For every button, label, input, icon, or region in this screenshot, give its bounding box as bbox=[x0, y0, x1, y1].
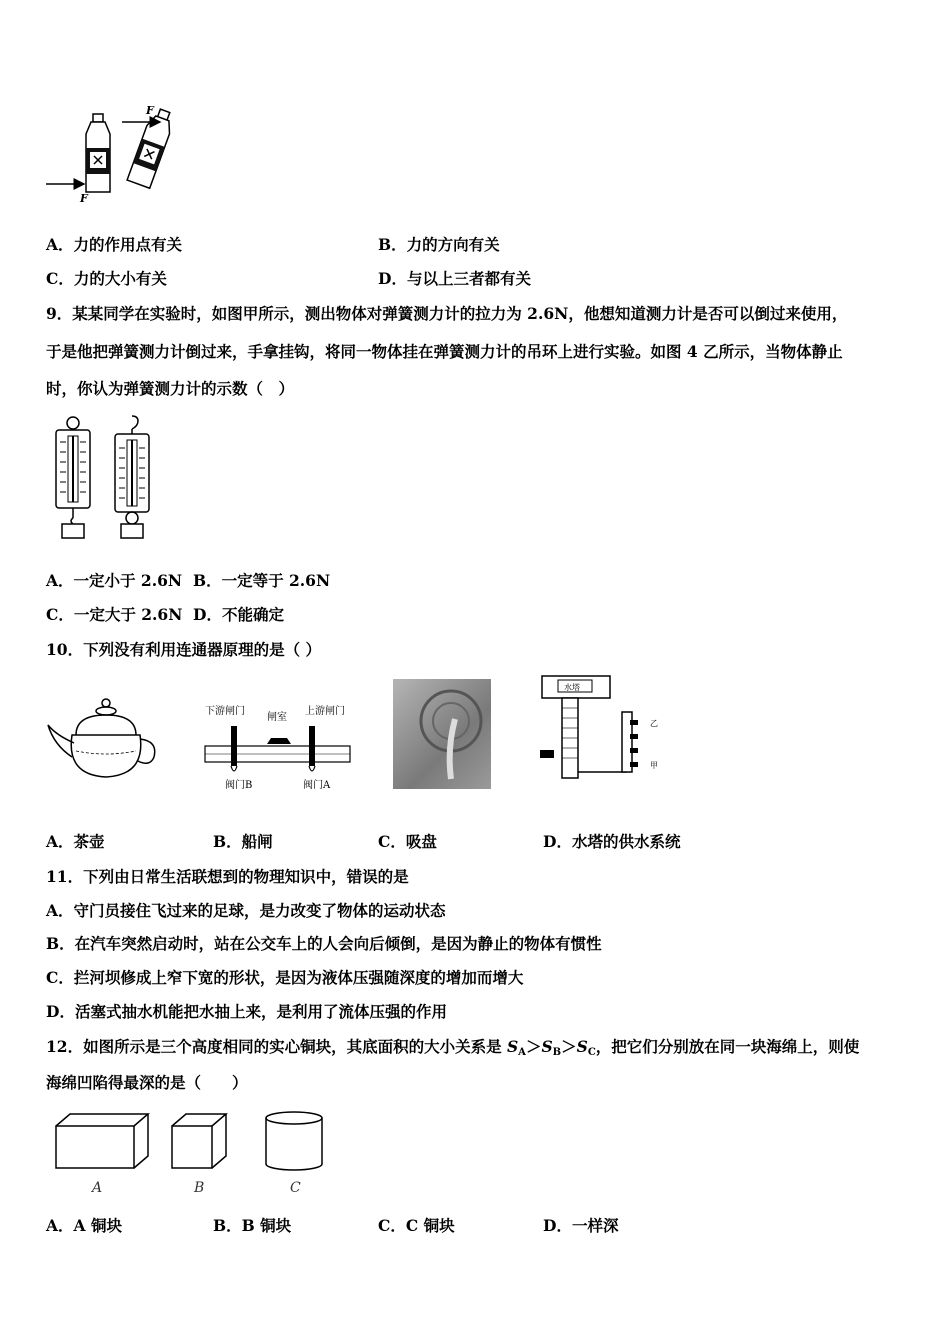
q12-stem-line1 bbox=[46, 1037, 859, 1063]
q10-option-a: A．茶壶 bbox=[46, 832, 105, 851]
q12-option-b: B．B 铜块 bbox=[213, 1216, 292, 1235]
tower-label: 水塔 bbox=[564, 683, 580, 692]
q10-option-c: C．吸盘 bbox=[378, 832, 437, 851]
s-c: S bbox=[576, 1037, 588, 1056]
q9-stem-line2: 于是他把弹簧测力计倒过来，手拿挂钩，将同一物体挂在弹簧测力计的吊环上进行实验。如图 4 乙所示，当物体静止 bbox=[46, 342, 843, 361]
q12-option-c: C．C 铜块 bbox=[378, 1216, 455, 1235]
block-a bbox=[56, 1114, 148, 1168]
spring-scale-1 bbox=[56, 417, 90, 538]
tilted-bottle bbox=[127, 107, 176, 189]
q10-option-d: D．水塔的供水系统 bbox=[543, 832, 681, 851]
suction-cup-photo bbox=[393, 679, 491, 789]
gt-1: ＞ bbox=[525, 1037, 542, 1056]
lock-label-valve-a: 阀门A bbox=[303, 780, 331, 791]
upright-bottle bbox=[86, 114, 110, 192]
q8-option-b: B．力的方向有关 bbox=[378, 235, 500, 254]
lock-label-chamber: 闸室 bbox=[267, 712, 287, 723]
q9-stem-line1: 9．某某同学在实验时，如图甲所示，测出物体对弹簧测力计的拉力为 2.6N，他想知道测力计是否可以倒过来使用， bbox=[46, 304, 848, 323]
q11-stem: 11．下列由日常生活联想到的物理知识中，错误的是 bbox=[46, 867, 409, 886]
gt-2: ＞ bbox=[561, 1037, 577, 1056]
q9-stem-line3: 时，你认为弹簧测力计的示数（ ） bbox=[46, 379, 295, 398]
fig-label-c: C bbox=[290, 1180, 301, 1196]
lock-label-down-gate: 下游闸门 bbox=[205, 706, 245, 717]
q8-option-c: C．力的大小有关 bbox=[46, 269, 167, 288]
q11-option-c: C．拦河坝修成上窄下宽的形状，是因为液体压强随深度的增加而增大 bbox=[46, 968, 524, 987]
s-a-sub: A bbox=[518, 1047, 526, 1058]
s-a: S bbox=[506, 1037, 519, 1056]
q11-option-d: D．活塞式抽水机能把水抽上来，是利用了流体压强的作用 bbox=[46, 1002, 447, 1021]
copper-blocks-figure bbox=[52, 1110, 342, 1200]
q12-stem-part2: ，把它们分别放在同一块海绵上，则使 bbox=[595, 1037, 860, 1056]
bottles-figure bbox=[44, 100, 204, 210]
q9-option-d: D．不能确定 bbox=[193, 605, 284, 624]
q11-option-b: B．在汽车突然启动时，站在公交车上的人会向后倾倒，是因为静止的物体有惯性 bbox=[46, 934, 602, 953]
ship-lock-figure bbox=[205, 702, 355, 792]
q10-option-b: B．船闸 bbox=[213, 832, 273, 851]
lock-label-up-gate: 上游闸门 bbox=[305, 706, 345, 717]
s-c-sub: C bbox=[587, 1047, 596, 1058]
q8-option-d: D．与以上三者都有关 bbox=[378, 269, 531, 288]
lock-label-valve-b: 阀门B bbox=[225, 780, 253, 791]
tower-label-yi: 乙 bbox=[650, 719, 658, 728]
q9-option-b: B．一定等于 2.6N bbox=[193, 571, 331, 590]
q12-option-a: A．A 铜块 bbox=[46, 1216, 122, 1235]
spring-scale-2 bbox=[115, 416, 149, 538]
water-tower-figure bbox=[538, 672, 668, 782]
q12-stem-part1: 12．如图所示是三个高度相同的实心铜块，其底面积的大小关系是 bbox=[46, 1037, 507, 1056]
teapot-figure bbox=[46, 695, 156, 785]
tower-label-jia: 甲 bbox=[650, 761, 658, 770]
force-label-top: F bbox=[146, 104, 154, 117]
s-b: S bbox=[541, 1037, 553, 1056]
q9-option-a: A．一定小于 2.6N bbox=[46, 571, 183, 590]
q12-option-d: D．一样深 bbox=[543, 1216, 619, 1235]
fig-label-b: B bbox=[194, 1180, 205, 1196]
fig-label-a: A bbox=[92, 1180, 103, 1196]
spring-scales-figure bbox=[50, 414, 160, 544]
q12-stem-line2: 海绵凹陷得最深的是（ ） bbox=[46, 1073, 248, 1092]
q11-option-a: A．守门员接住飞过来的足球，是力改变了物体的运动状态 bbox=[46, 901, 446, 920]
block-c bbox=[266, 1112, 322, 1170]
block-b bbox=[172, 1114, 226, 1168]
force-label-bottom: F bbox=[80, 192, 88, 205]
q8-option-a: A．力的作用点有关 bbox=[46, 235, 183, 254]
q9-option-c: C．一定大于 2.6N bbox=[46, 605, 183, 624]
s-b-sub: B bbox=[552, 1047, 562, 1058]
q10-stem: 10．下列没有利用连通器原理的是（ ） bbox=[46, 640, 321, 659]
